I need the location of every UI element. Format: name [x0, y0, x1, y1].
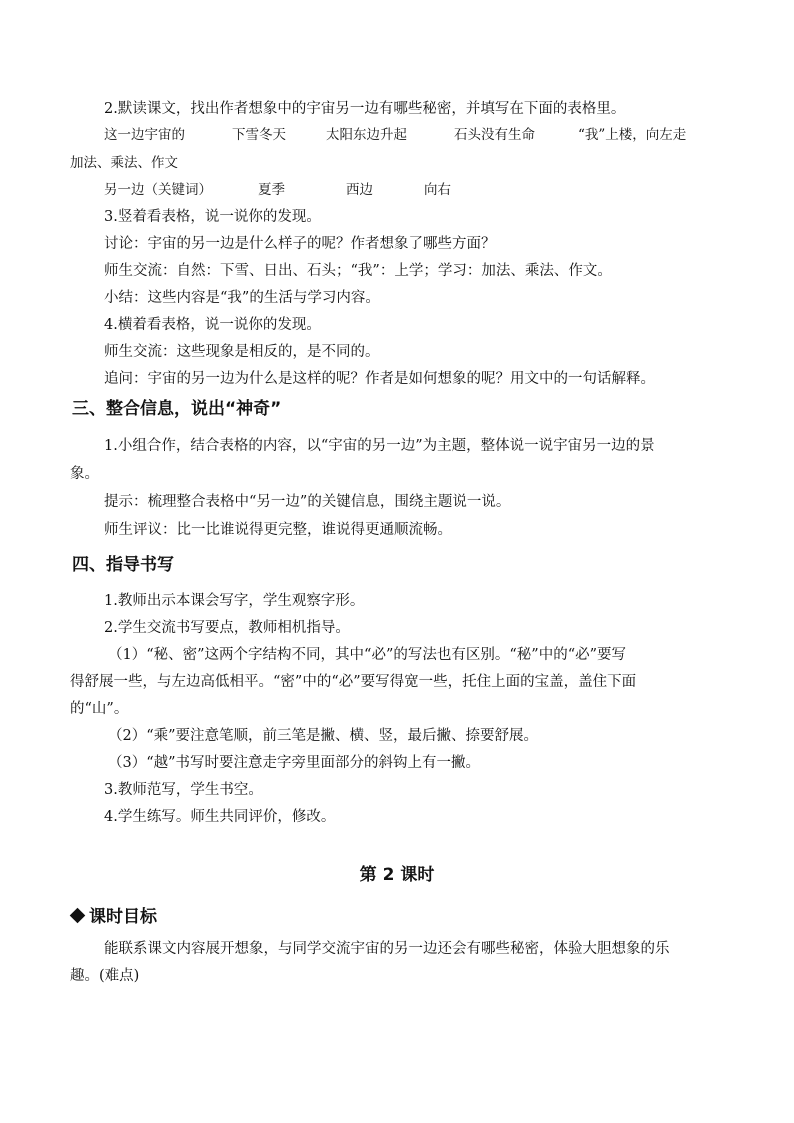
paragraph: 4.学生练写。师生共同评价，修改。: [104, 809, 336, 825]
paragraph: （1）“秘、密”这两个字结构不同，其中“必”的写法也有区别。“秘”中的“必”要写: [108, 647, 627, 663]
paragraph: （2）“乘”要注意笔顺，前三笔是撇、横、竖，最后撇、捺要舒展。: [108, 728, 539, 744]
paragraph: 追问：宇宙的另一边为什么是这样的呢？作者是如何想象的呢？用文中的一句话解释。: [104, 371, 655, 387]
paragraph: 师生交流：这些现象是相反的，是不同的。: [104, 344, 380, 360]
paragraph: （3）“越”书写时要注意走字旁里面部分的斜钩上有一撇。: [108, 755, 481, 771]
lesson-title: 第 2 课时: [359, 865, 435, 885]
goal-heading: [72, 902, 157, 927]
section-heading: 四、指导书写: [72, 555, 174, 575]
table-cell-continued: 加法、乘法、作文: [70, 155, 178, 171]
paragraph-continued: 象。: [70, 466, 99, 482]
paragraph: 1.小组合作，结合表格的内容，以“宇宙的另一边”为主题，整体说一说宇宙另一边的景: [104, 438, 655, 454]
table-cell: 石头没有生命: [454, 127, 535, 143]
paragraph: 1.教师出示本课会写字，学生观察字形。: [104, 593, 365, 609]
paragraph: 4.横着看表格，说一说你的发现。: [104, 317, 321, 333]
paragraph-continued: 趣。(难点): [70, 968, 140, 984]
table-row-label: 另一边（关键词）: [104, 182, 212, 198]
paragraph-continued: 的“山”。: [70, 701, 129, 717]
diamond-bullet-icon: [70, 908, 86, 924]
goal-heading-text: 课时目标: [89, 907, 157, 927]
paragraph: 3.教师范写，学生书空。: [104, 782, 263, 798]
paragraph: 2.默读课文，找出作者想象中的宇宙另一边有哪些秘密，并填写在下面的表格里。: [104, 101, 626, 117]
paragraph: 师生交流：自然：下雪、日出、石头；“我”：上学；学习：加法、乘法、作文。: [104, 263, 612, 279]
paragraph: 讨论：宇宙的另一边是什么样子的呢？作者想象了哪些方面？: [104, 236, 496, 252]
paragraph: 能联系课文内容展开想象，与同学交流宇宙的另一边还会有哪些秘密，体验大胆想象的乐: [104, 941, 670, 957]
table-cell: 下雪冬天: [232, 127, 286, 143]
paragraph: 2.学生交流书写要点，教师相机指导。: [104, 620, 350, 636]
paragraph: 3.竖着看表格，说一说你的发现。: [104, 209, 321, 225]
paragraph: 小结：这些内容是“我”的生活与学习内容。: [104, 290, 380, 306]
table-cell: 夏季: [258, 182, 285, 198]
paragraph: 师生评议：比一比谁说得更完整，谁说得更通顺流畅。: [104, 522, 452, 538]
paragraph-continued: 得舒展一些，与左边高低相平。“密”中的“必”要写得宽一些，托住上面的宝盖，盖住下面: [70, 674, 637, 690]
table-row-label: 这一边宇宙的: [104, 127, 185, 143]
table-cell: 向右: [424, 182, 451, 198]
section-heading: 三、整合信息，说出“神奇”: [72, 399, 282, 419]
table-cell: “我”上楼，向左走: [578, 127, 687, 143]
table-cell: 太阳东边升起: [326, 127, 407, 143]
paragraph: 提示：梳理整合表格中“另一边”的关键信息，围绕主题说一说。: [104, 494, 511, 510]
table-cell: 西边: [346, 182, 373, 198]
